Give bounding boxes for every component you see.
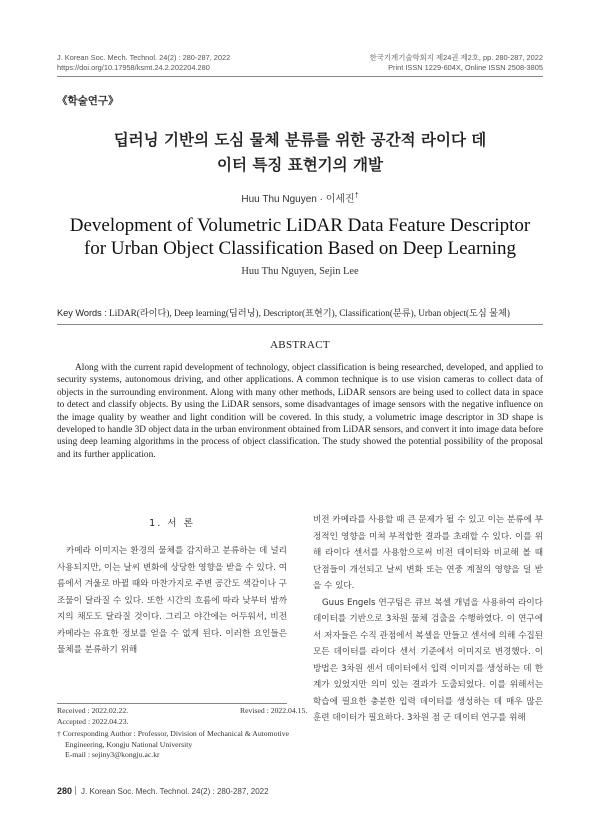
page-footer [57,786,269,796]
journal-citation-ko: 한국기계기술학회지 제24권 제2호, pp. 280-287, 2022 [369,53,543,62]
keywords [57,305,543,319]
section-tag: 《학술연구》 [57,95,119,107]
section-title-introduction: 1. 서 론 [149,518,195,529]
title-english-text: Development of Volumetric LiDAR Data Feature Descriptor for Urban Object Classification Based on Deep Learning [69,215,531,259]
intro-paragraph-2: Guus Engels 연구팀은 큐브 복셀 개념을 사용하여 라이다 데이터를 기반으로 3차원 물체 검출을 수행하였다. 이 연구에서 저자들은 수직 관점에서 복셀을 만들고 센서에 의해 수집된 모든 데이터를 라이다 센서 기준에서 이미지로 변경했다. 이 방법은 3차원 센서 데이터에서 입력 이미지를 생성하는 데 한계가 있었지만 의미 있는 결과가 도출되었다. 이를 위해서는 학습에 필요한 충분한 입력 데이터를 생성하는 데 매우 많은 훈련 데이터가 필요하다. 3차원 점 군 데이터 연구를 위해 [313,597,543,723]
keywords-divider [57,324,543,325]
received-date: Received : 2022.02.22. [57,706,129,715]
accepted-date: Accepted : 2022.04.23. [57,717,129,726]
journal-citation: J. Korean Soc. Mech. Technol. 24(2) : 280-287, 2022 [57,53,231,62]
header-divider [57,76,543,77]
abstract-heading: ABSTRACT [270,339,330,351]
abstract-body: Along with the current rapid development of technology, object classification is being researched, developed, and applied to security systems, autonomous driving, and other applications. A common technique is to use vision cameras to collect data of objects in the surrounding environment. Along with many other methods, LiDAR sensors are being used to collect data in space to detect and classify objects. By using the LiDAR sensors, some disadvantages of image sensors with the negative influence on the image quality by weather and light condition will be covered. In this study, a volumetric image descriptor in 3D shape is developed to handle 3D object data in the urban environment obtained from LiDAR sensors, and convert it into image data before using deep learning algorithms in the process of object classification. The study showed the potential possibility of the proposal and its further application. [57,363,543,460]
footer-separator [75,786,76,795]
running-header-right [370,53,543,73]
corresponding-author-note [57,729,293,761]
intro-paragraph-1-continued: 비전 카메라를 사용할 때 큰 문제가 될 수 있고 이는 분류에 부정적인 영향을 미쳐 부적합한 결과를 초래할 수 있다. 이를 위해 라이다 센서를 사용함으로써 비전 데이터와 비교해 볼 때 단점들이 개선되고 날씨 변화 또는 연중 계절의 영향을 덜 받을 수 있다. [313,515,543,591]
authors-english: Huu Thu Nguyen, Sejin Lee [241,266,359,277]
page-number: 280 [57,786,73,796]
intro-paragraph-1: 카메라 이미지는 환경의 물체를 감지하고 분류하는 데 널리 사용되지만, 이는 날씨 변화에 상당한 영향을 받을 수 있다. 여름에서 겨울로 바뀔 때와 마찬가지로 주변 공간도 색감이나 구조물이 달라질 수 있다. 또한 시간의 흐름에 따라 낮부터 밤까지의 채도도 달라질 것이다. 그리고 야간에는 어두워서, 비전 카메라는 유효한 정보를 얻을 수 없게 된다. 이러한 요인들은 물체를 분류하기 위해 [57,546,287,655]
footnote-divider [57,703,287,704]
body-column-right [313,512,543,727]
keywords-label: Key Words : [57,308,107,318]
author-email[interactable]: E-mail : sejiny3@kongju.ac.kr [65,750,160,759]
running-header-left [57,53,230,73]
title-korean-text: 딥러닝 기반의 도심 물체 분류를 위한 공간적 라이다 데이터 특징 표현기의 개발 [113,131,487,174]
title-english [0,214,600,260]
title-korean [0,128,600,178]
authors-korean-names: Huu Thu Nguyen · 이세진 [241,194,355,205]
corresponding-author: † Corresponding Author : Professor, Division of Mechanical & Automotive Engineering, Kongju National University [57,729,289,749]
keywords-text: LiDAR(라이다), Deep learning(딥러닝), Descriptor(표현기), Classification(분류), Urban object(도심 물체) [109,308,510,318]
corresponding-mark: † [354,192,359,200]
body-column-left [57,543,287,659]
authors-korean [0,190,600,205]
footer-citation: J. Korean Soc. Mech. Technol. 24(2) : 280-287, 2022 [81,787,269,796]
issn-line: Print ISSN 1229-604X, Online ISSN 2508-3805 [388,63,543,72]
revised-date: Revised : 2022.04.15. [240,706,308,715]
doi-link[interactable]: https://doi.org/10.17958/ksmt.24.2.202204.280 [57,63,210,72]
